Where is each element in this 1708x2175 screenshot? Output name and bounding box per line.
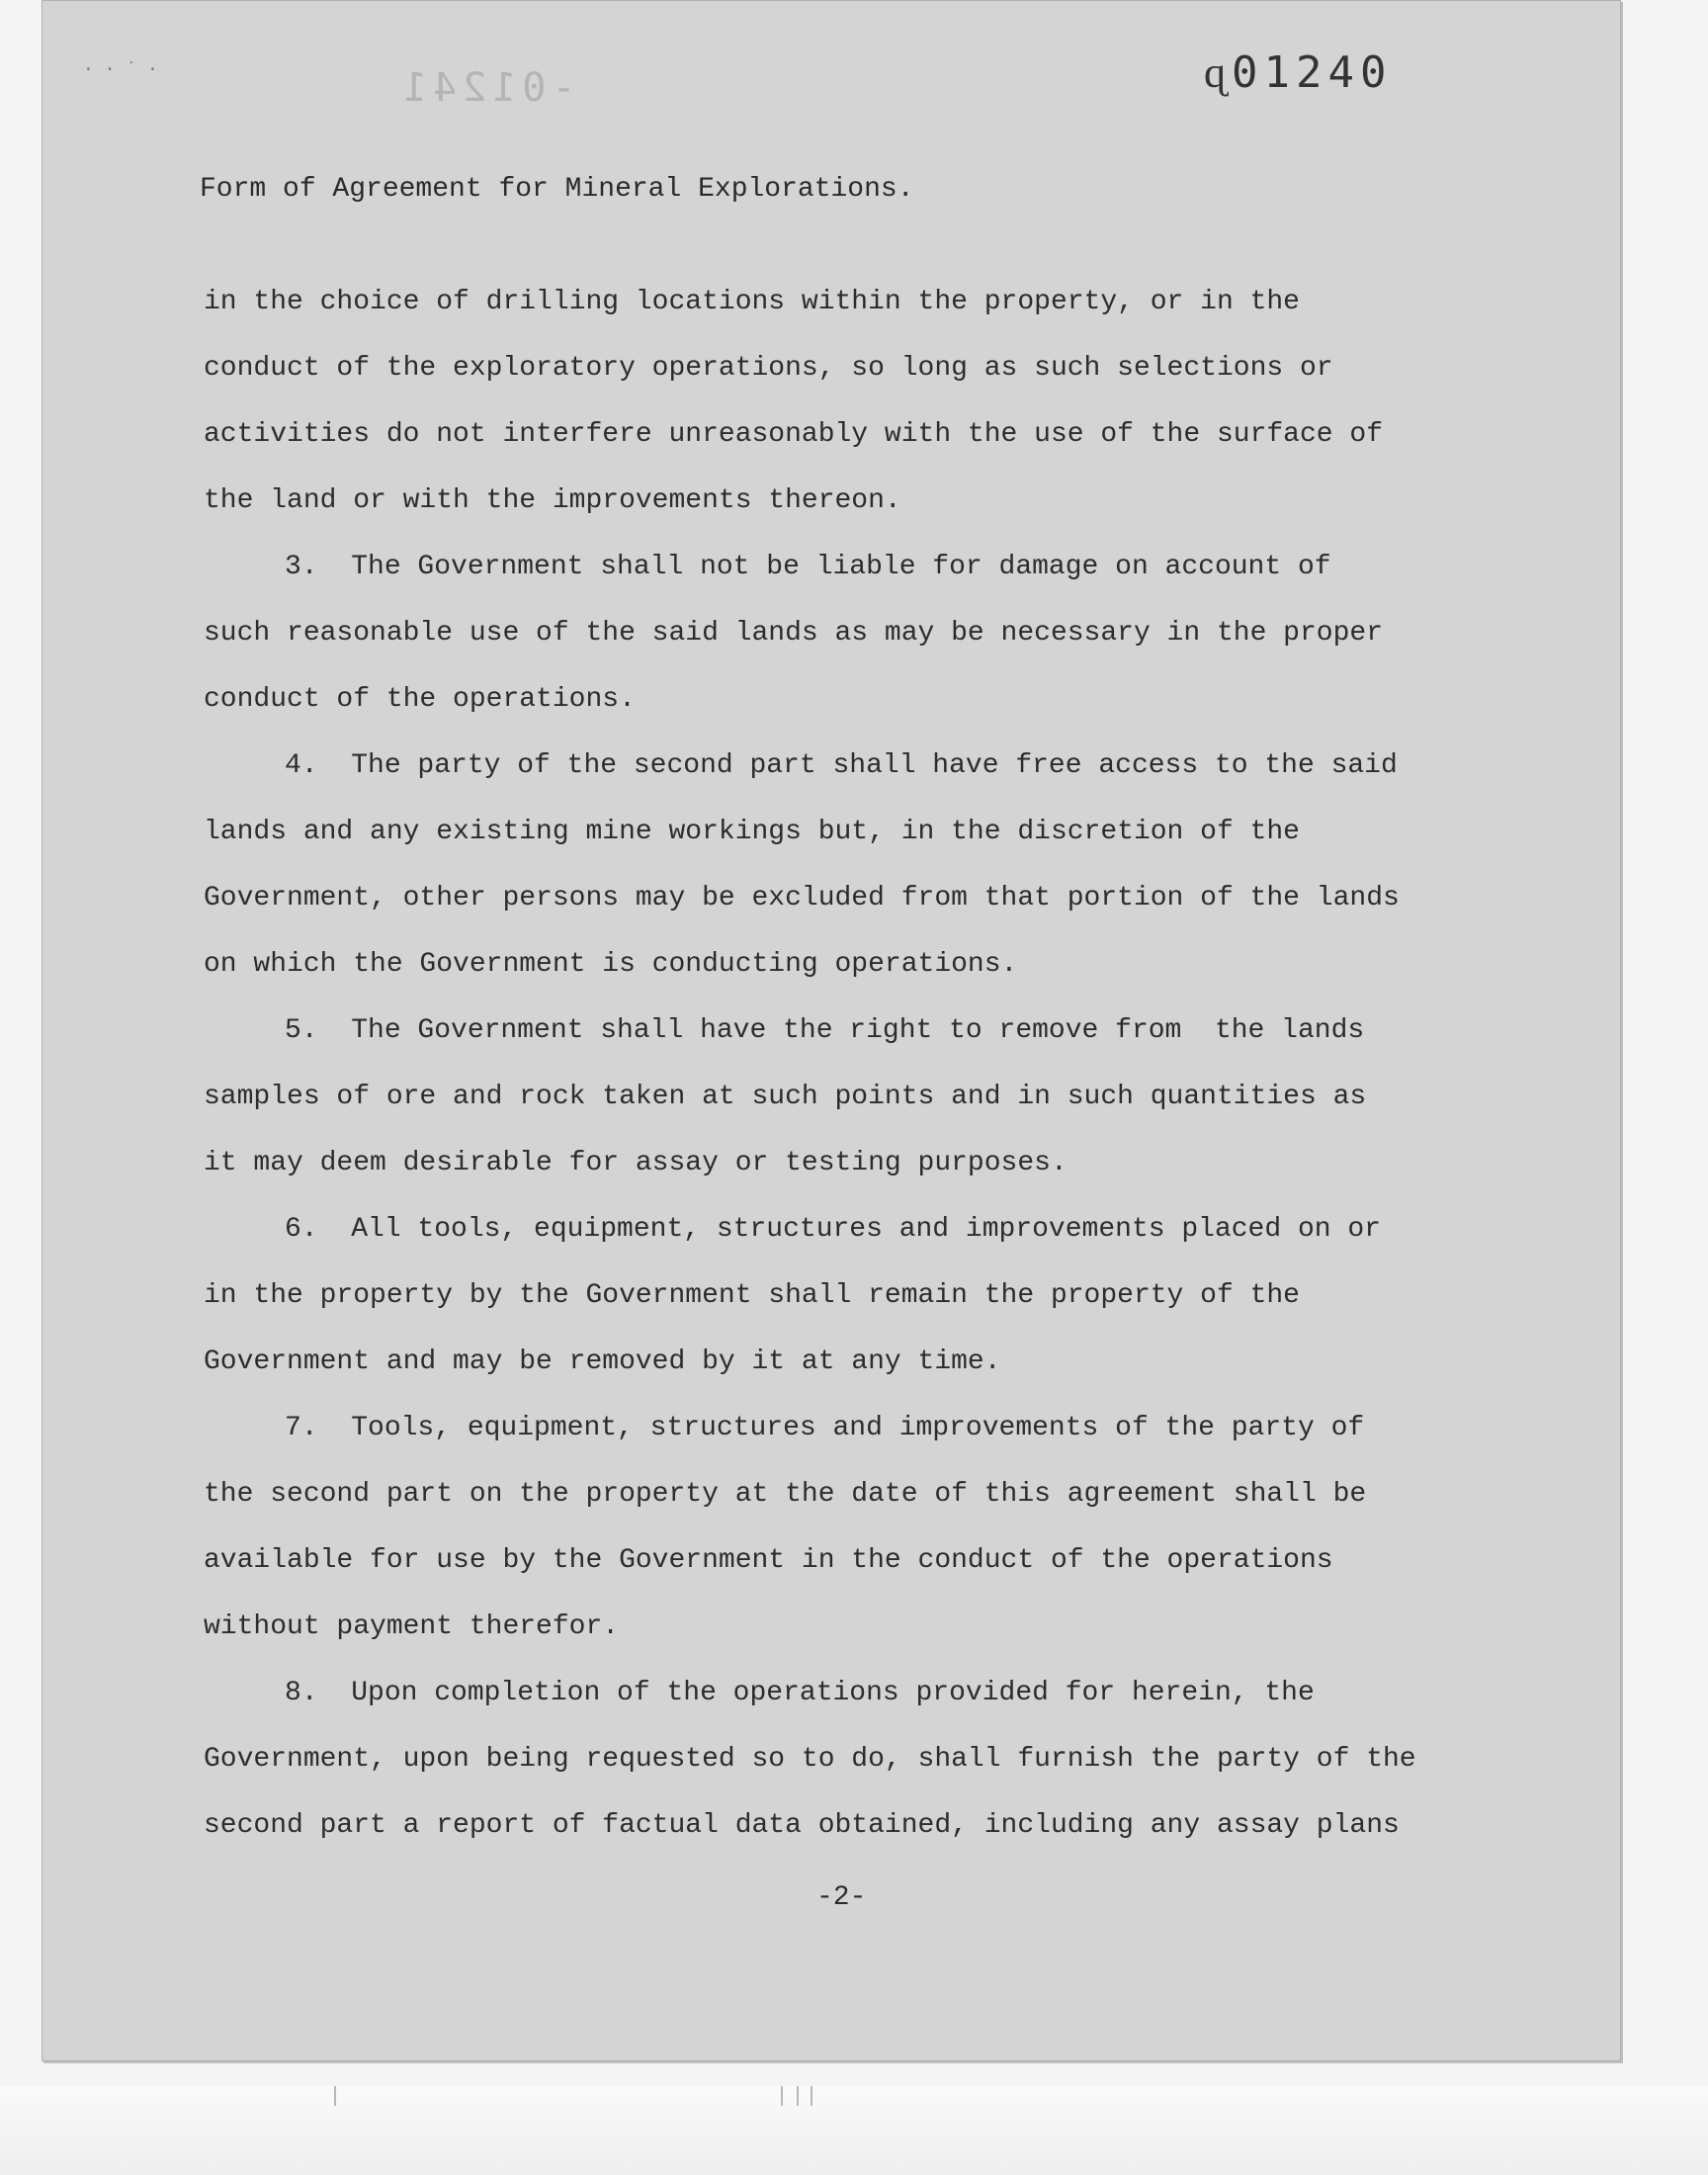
text-line: the land or with the improvements thereon. xyxy=(204,485,901,516)
scan-streak xyxy=(811,2086,812,2106)
text-line: 3. The Government shall not be liable for damage on account of xyxy=(285,552,1331,582)
text-line: in the property by the Government shall remain the property of the xyxy=(204,1280,1300,1311)
scan-streak xyxy=(334,2086,336,2106)
document-title: Form of Agreement for Mineral Explorations. xyxy=(200,174,914,205)
scan-streak xyxy=(797,2086,799,2106)
text-line: in the choice of drilling locations within the property, or in the xyxy=(204,287,1300,317)
text-line: lands and any existing mine workings but, in the discretion of the xyxy=(204,817,1300,847)
text-line: second part a report of factual data obtained, including any assay plans xyxy=(204,1810,1400,1841)
text-line: available for use by the Government in the conduct of the operations xyxy=(204,1545,1333,1576)
scanner-bed xyxy=(0,2086,1708,2175)
text-line: 6. All tools, equipment, structures and improvements placed on or xyxy=(285,1214,1381,1245)
scan-specks: · · ˙ · xyxy=(83,59,158,80)
text-line: Government, other persons may be excluded from that portion of the lands xyxy=(204,883,1400,914)
text-line: 5. The Government shall have the right to remove from the lands xyxy=(285,1015,1365,1046)
text-line: Government, upon being requested so to do, shall furnish the party of the xyxy=(204,1744,1416,1775)
agreement-body xyxy=(204,269,1439,1859)
page-number: -2- xyxy=(816,1882,867,1913)
text-line: conduct of the exploratory operations, so long as such selections or xyxy=(204,353,1333,384)
text-line: activities do not interfere unreasonably with the use of the surface of xyxy=(204,419,1383,450)
text-line: without payment therefor. xyxy=(204,1611,620,1642)
scan-streak xyxy=(781,2086,783,2106)
text-line: on which the Government is conducting operations. xyxy=(204,949,1018,980)
text-line: conduct of the operations. xyxy=(204,684,636,715)
text-line: samples of ore and rock taken at such points and in such quantities as xyxy=(204,1082,1367,1112)
text-line: 4. The party of the second part shall have free access to the said xyxy=(285,750,1398,781)
text-line: the second part on the property at the date of this agreement shall be xyxy=(204,1479,1367,1510)
text-line: Government and may be removed by it at any time. xyxy=(204,1347,1001,1377)
document-number: ɋ01240 xyxy=(1204,47,1393,98)
text-line: it may deem desirable for assay or testing purposes. xyxy=(204,1148,1068,1178)
text-line: 8. Upon completion of the operations provided for herein, the xyxy=(285,1678,1315,1708)
text-line: such reasonable use of the said lands as may be necessary in the proper xyxy=(204,618,1383,649)
text-line: 7. Tools, equipment, structures and improvements of the party of xyxy=(285,1413,1365,1443)
ghost-doc-number: -01241 xyxy=(397,65,576,111)
